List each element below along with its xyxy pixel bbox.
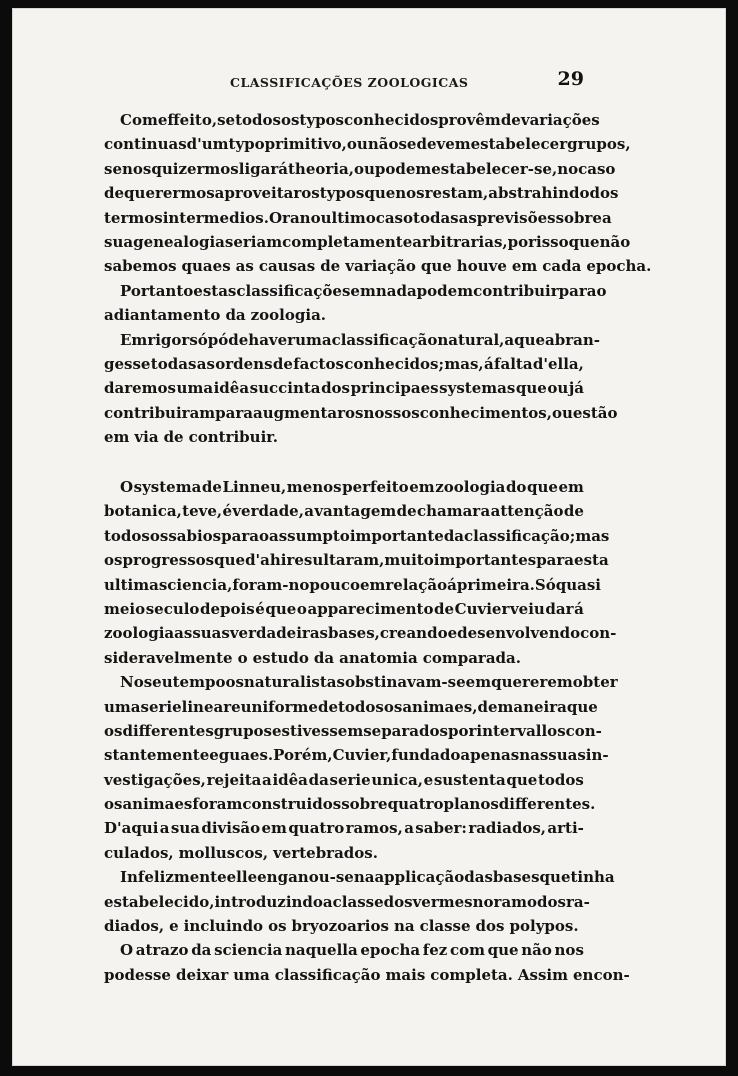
text-line: uma serie linear e uniforme de todos os animaes, de maneira que bbox=[104, 697, 598, 716]
text-line: Portanto estas classificações em nada podem contribuir para o bbox=[120, 281, 607, 300]
page-header bbox=[104, 66, 584, 100]
text-line: sua genealogia seriam completamente arbitrarias, por isso que não bbox=[104, 232, 631, 251]
running-title: CLASSIFICAÇÕES ZOOLOGICAS bbox=[230, 75, 469, 90]
text-block-bottom bbox=[104, 475, 630, 987]
page-number: 29 bbox=[557, 68, 584, 90]
text-line: contribuiram para augmentar os nossos conhecimentos, ou estão bbox=[104, 403, 618, 422]
text-line: continuas d'um typo primitivo, ou não se devem estabelecer grupos, bbox=[104, 135, 631, 154]
text-line: podesse deixar uma classificação mais completa. Assim encon- bbox=[104, 965, 630, 984]
text-line: daremos uma idêa succinta dos principaes systemas que ou já bbox=[104, 379, 584, 398]
text-line: gesse todas as ordens de factos conhecidos; mas, á falta d'ella, bbox=[104, 354, 584, 373]
text-line: os animaes foram construidos sobre quatro planos differentes. bbox=[104, 795, 596, 814]
text-line: sabemos quaes as causas de variação que houve em cada epocha. bbox=[104, 257, 652, 276]
text-line: Infelizmente elle enganou-se na applicação das bases que tinha bbox=[120, 868, 615, 887]
text-line: stantemente eguaes. Porém, Cuvier, fundado apenas nas suas in- bbox=[104, 746, 609, 765]
paragraph bbox=[104, 279, 607, 328]
text-line: se nos quizermos ligar á theoria, ou podem estabelecer-se, no caso bbox=[104, 159, 616, 178]
paragraph bbox=[104, 670, 618, 865]
text-line: sideravelmente o estudo da anatomia comparada. bbox=[104, 648, 521, 667]
text-line: No seu tempo os naturalistas obstinavam-se em quererem obter bbox=[120, 673, 618, 692]
paragraph bbox=[104, 108, 652, 279]
text-line: meio seculo depois é que o apparecimento de Cuvier veiu dar á bbox=[104, 599, 584, 618]
text-line: vestigações, rejeita a idêa da serie unica, e sustenta que todos bbox=[104, 770, 584, 789]
text-line: adiantamento da zoologia. bbox=[104, 306, 327, 325]
text-line: estabelecido, introduzindo a classe dos vermes no ramo dos ra- bbox=[104, 892, 590, 911]
text-line: culados, molluscos, vertebrados. bbox=[104, 843, 378, 862]
text-line: em via de contribuir. bbox=[104, 428, 279, 447]
paragraph bbox=[104, 938, 630, 987]
text-line: O atrazo da sciencia naquella epocha fez com que não nos bbox=[120, 941, 584, 960]
text-block-top bbox=[104, 108, 652, 449]
text-line: O systema de Linneu, menos perfeito em zoologia do que em bbox=[120, 478, 584, 496]
text-line: de querermos aproveitar os typos que nos restam, abstrahindo dos bbox=[104, 184, 619, 203]
text-line: botanica, teve, é verdade, a vantagem de chamar a attenção de bbox=[104, 502, 584, 521]
text-line: todos os sabios para o assumpto importante da classificação; mas bbox=[104, 526, 610, 545]
text-line: diados, e incluindo os bryozoarios na classe dos polypos. bbox=[104, 917, 579, 936]
text-line: Em rigor só póde haver uma classificação natural, a que abran- bbox=[120, 330, 601, 349]
text-line: termos intermedios. Ora no ultimo caso todas as previsões sobre a bbox=[104, 208, 612, 227]
text-line: zoologia as suas verdadeiras bases, creando e desenvolvendo con- bbox=[104, 624, 617, 643]
text-line: os differentes grupos estivessem separados por intervallos con- bbox=[104, 721, 602, 740]
text-line: ultima sciencia, foram-no pouco em relação á primeira. Só quasi bbox=[104, 575, 602, 594]
paragraph bbox=[104, 865, 615, 938]
text-line: Com effeito, se todos os typos conhecidos provêm de variações bbox=[120, 111, 600, 129]
paragraph bbox=[104, 328, 618, 450]
text-line: D'aqui a sua divisão em quatro ramos, a saber: radiados, arti- bbox=[104, 819, 584, 838]
paragraph bbox=[104, 475, 617, 670]
text-line: os progressos que d'ahi resultaram, muito importantes para esta bbox=[104, 551, 609, 570]
